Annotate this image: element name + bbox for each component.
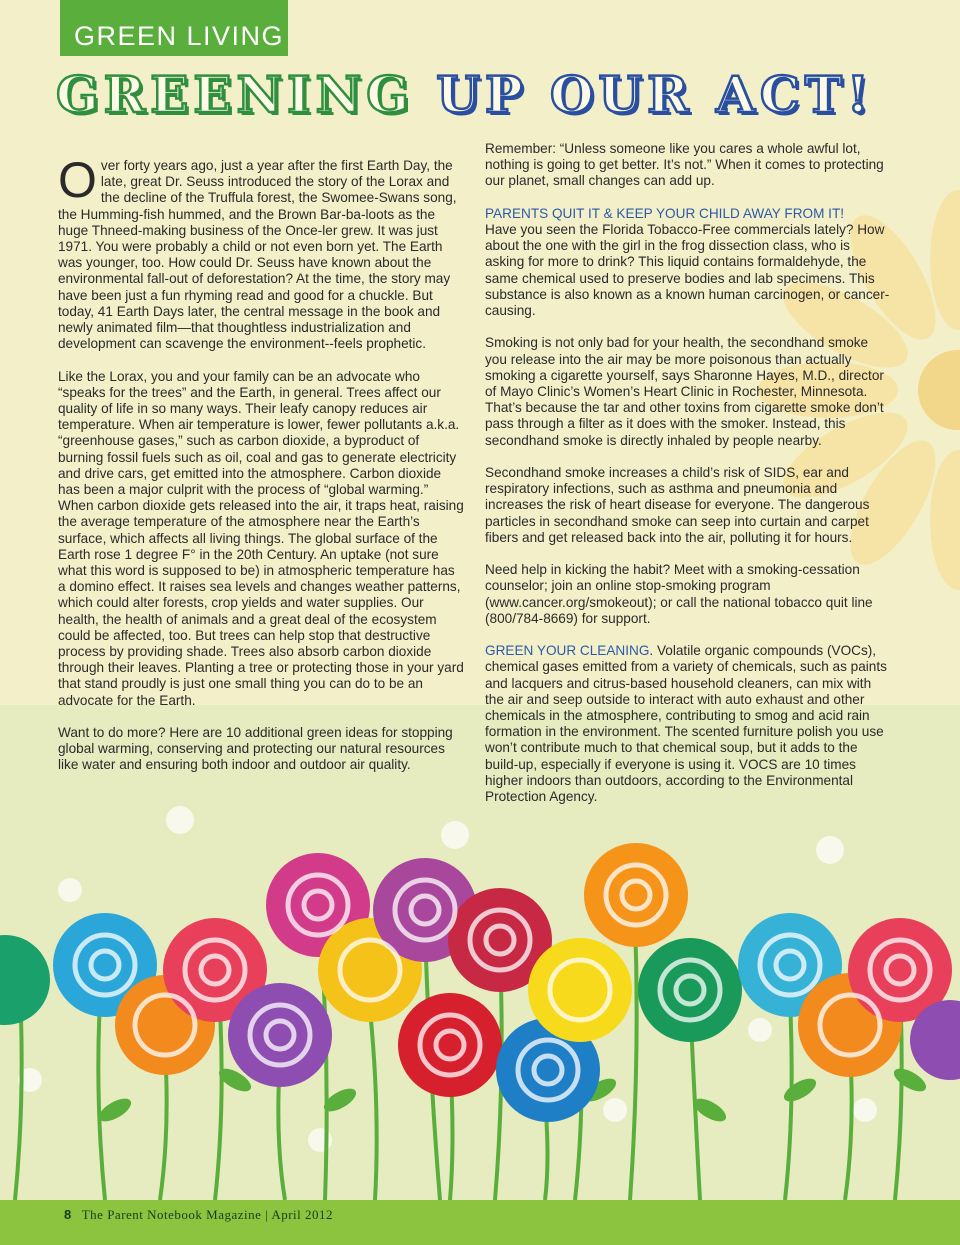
title-word-greening: GREENING	[56, 65, 414, 124]
intro-text: ver forty years ago, just a year after the first Earth Day, the late, great Dr. Seuss introduced the story of the Lorax and the decline of the Truffula forest, the Swomee-Swans song, the Humming-fish hummed, and the Brown Bar-ba-loots as the huge Thneed-making business of the Once-ler grew. It was just 1971. You were probably a child or not even born yet. The Earth was younger, too. How could Dr. Seuss have known about the environmental fall-out of deforestation? At the time, the story may have been just a fun rhyming read and good for a chuckle. But today, 41 Earth Days later, the central message in the book and newly animated film—that thoughtless industrialization and development can scavenge the environment--feels prophetic.	[58, 158, 457, 352]
footer	[64, 1207, 333, 1223]
cleaning-text: . Volatile organic compounds (VOCs), chemical gases emitted from a variety of chemicals, such as paints and lacquers and citrus-based household cleaners, can mix with the air and seep outside to interact with auto exhaust and other chemicals in the atmosphere, contributing to smog and acid rain formation in the environment. The scented furniture polish you use won’t contribute much to that chemical soup, but it adds to the build-up, especially if everyone is using it. VOCS are 10 times higher indoors than outdoors, according to the Environmental Protection Agency.	[485, 643, 887, 805]
title-rest: UP OUR ACT!	[436, 65, 874, 124]
page-number: 8	[64, 1207, 72, 1222]
secondhand-paragraph: Smoking is not only bad for your health, the secondhand smoke you release into the air may be more poisonous than actually smoking a cigarette yourself, says Sharonne Hayes, M.D., director of Mayo Clinic’s Women’s Heart Clinic in Rochester, Minnesota. That’s because the tar and other toxins from cigarette smoke don’t pass through a filter as it does with the smoker. Instead, this secondhand smoke is directly inhaled by people nearby.	[485, 335, 884, 448]
publication-name: The Parent Notebook Magazine | April 2012	[81, 1207, 334, 1222]
sids-paragraph: Secondhand smoke increases a child’s risk of SIDS, ear and respiratory infections, such as asthma and pneumonia and increases the risk of heart disease for everyone. The dangerous particles in secondhand smoke can seep into curtain and carpet fibers and get released back into the air, polluting it for hours.	[485, 465, 870, 545]
drop-cap: O	[58, 152, 97, 208]
tobacco-text: Have you seen the Florida Tobacco-Free commercials lately? How about the one with the girl in the frog dissection class, who is asking for more to drink? This liquid contains formaldehyde, the same chemical used to preserve bodies and lab specimens. This substance is also known as a known human carcinogen, or cancer-causing.	[485, 222, 890, 319]
page-title	[56, 62, 874, 128]
subhead-green-cleaning: GREEN YOUR CLEANING	[485, 643, 650, 659]
left-column	[58, 152, 466, 790]
smoking-section	[485, 206, 893, 319]
intro-paragraph	[58, 152, 466, 352]
flower-illustration	[0, 780, 960, 1200]
remember-paragraph: Remember: “Unless someone like you cares a whole awful lot, nothing is going to get better. It’s not.” When it comes to protecting our planet, small changes can add up.	[485, 141, 884, 189]
right-column	[485, 141, 893, 821]
section-label: GREEN LIVING	[60, 0, 288, 56]
cleaning-section	[485, 643, 893, 805]
subhead-quit-smoking: PARENTS QUIT IT & KEEP YOUR CHILD AWAY FROM IT!	[485, 205, 845, 221]
want-more-paragraph: Want to do more? Here are 10 additional green ideas for stopping global warming, conserving and protecting our natural resources like water and ensuring both indoor and outdoor air quality.	[58, 725, 453, 773]
lorax-paragraph: Like the Lorax, you and your family can be an advocate who “speaks for the trees” and the Earth, in general. Trees affect our quality of life in so many ways. Their leafy canopy reduces air temperature. When air temperature is lower, fewer pollutants a.k.a. “greenhouse gases,” such as carbon dioxide, a byproduct of burning fossil fuels such as oil, coal and gas to generate electricity and drive cars, get emitted into the atmosphere. Carbon dioxide has been a major culprit with the process of “global warming.” When carbon dioxide gets released into the air, it traps heat, raising the average temperature of the atmosphere near the Earth’s surface, which affects all living things. The global surface of the Earth rose 1 degree F° in the 20th Century. An uptake (not sure what this word is supposed to be) in atmospheric temperature has a domino effect. It raises sea levels and changes weather patterns, which could alter forests, crop yields and water supplies. Our health, the health of animals and a great deal of the ecosystem could be affected, too. But trees can help stop that destructive process by providing shade. Trees also absorb carbon dioxide through their leaves. Planting a tree or protecting those in your yard that stand proudly is just one small thing you can do to be an advocate for the Earth.	[58, 368, 464, 708]
help-paragraph: Need help in kicking the habit? Meet with a smoking-cessation counselor; join an online stop-smoking program (www.cancer.org/smokeout); or call the national tobacco quit line (800/784-8669) for support.	[485, 562, 873, 626]
